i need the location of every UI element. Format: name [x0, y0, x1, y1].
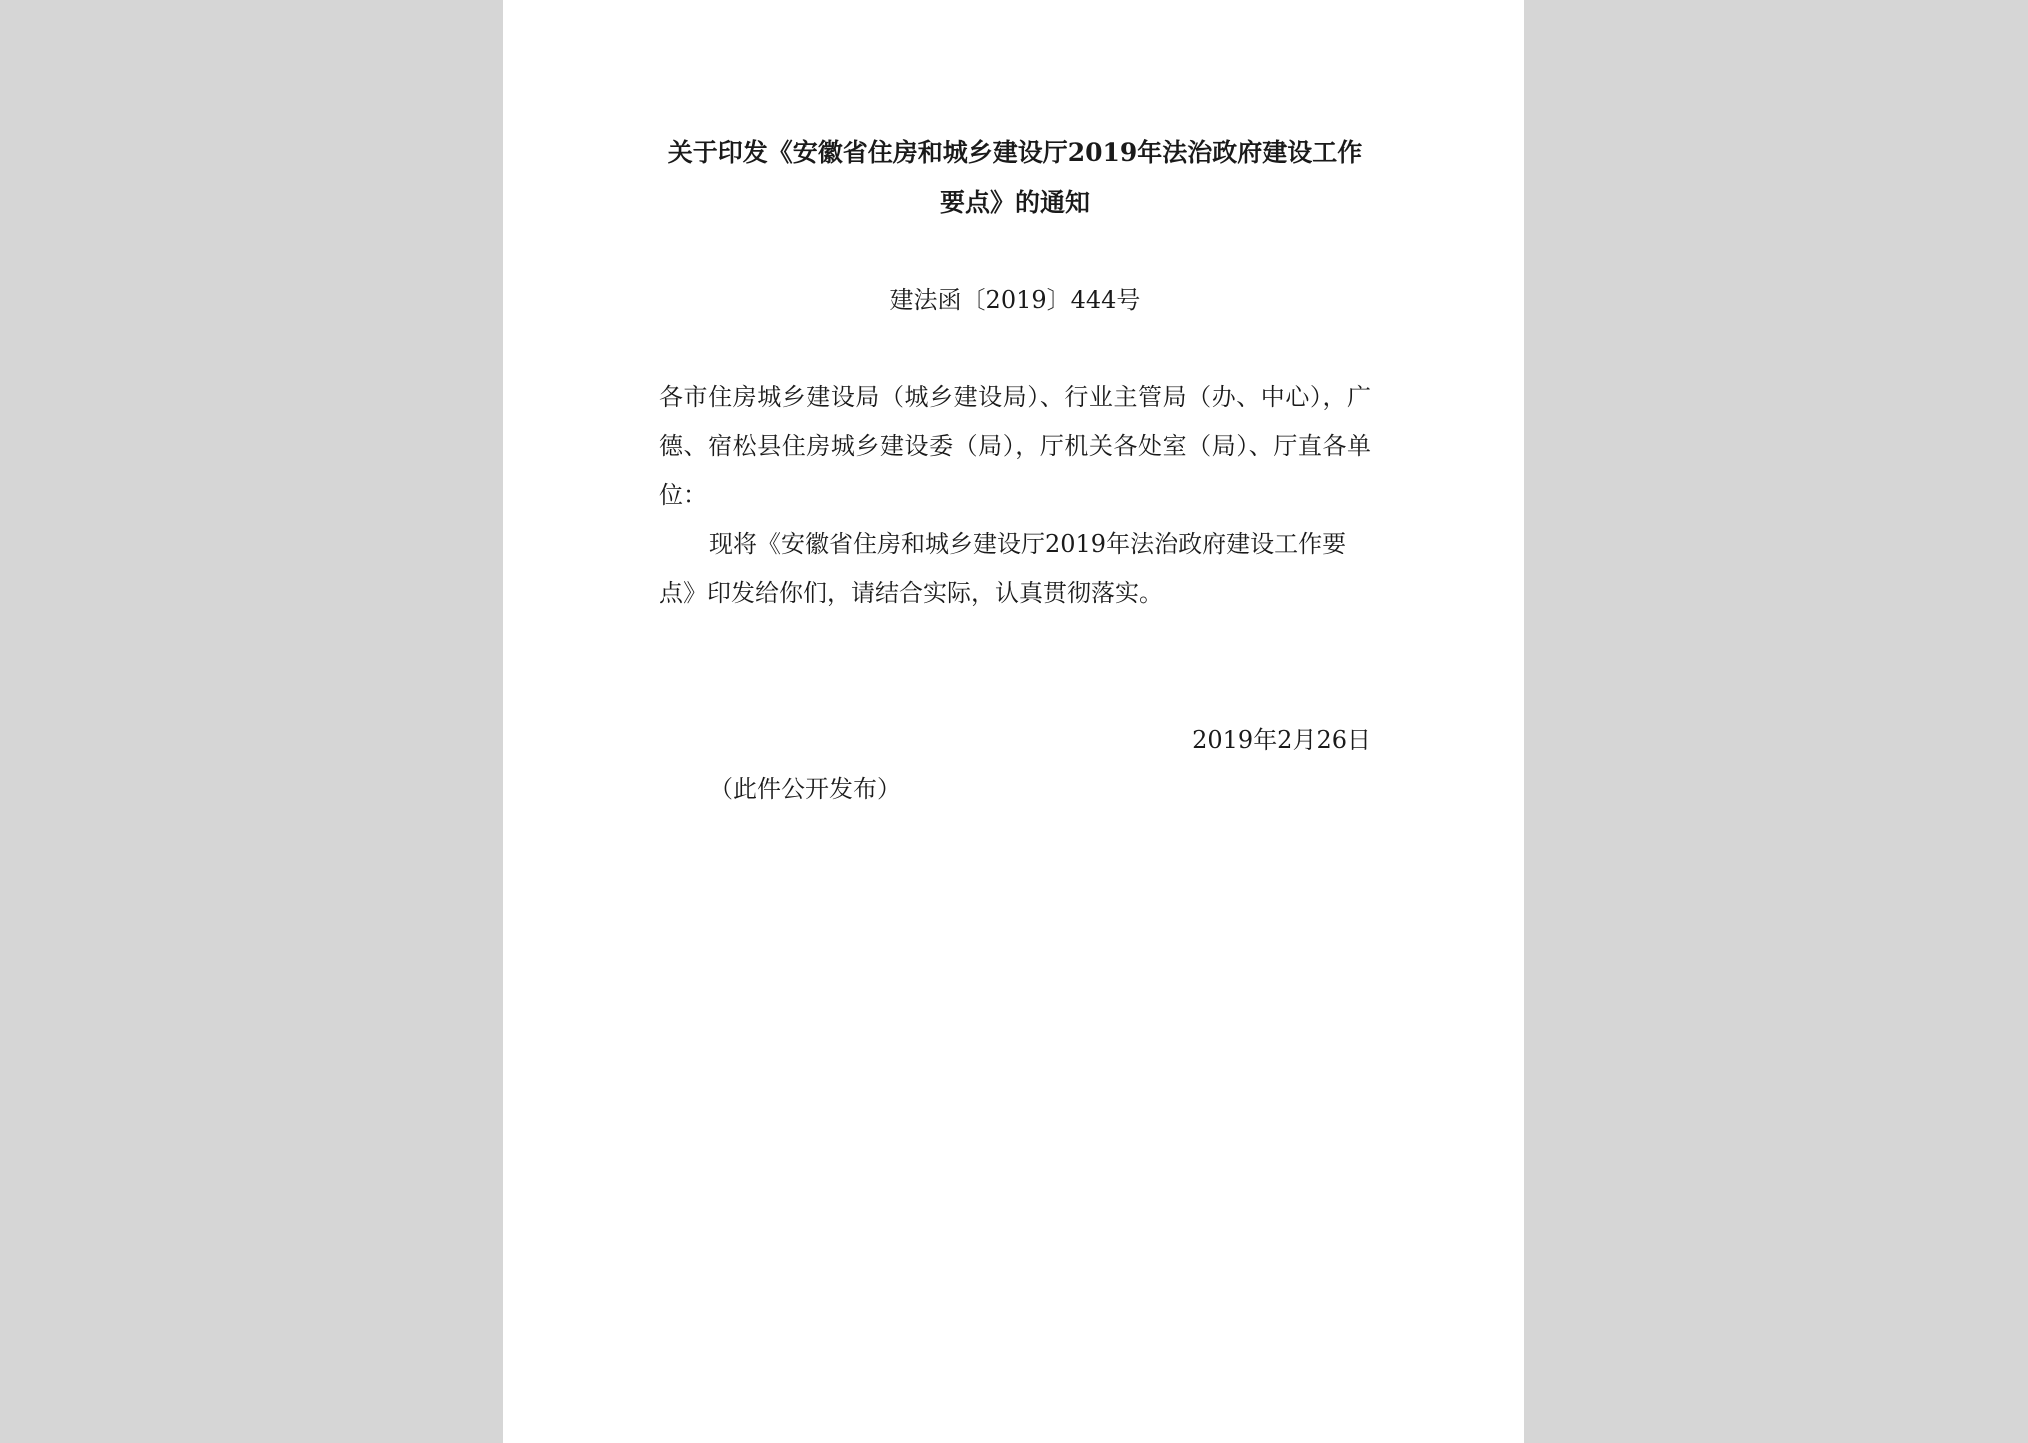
document-number: 建法函〔2019〕444号	[889, 286, 1141, 314]
document-title	[659, 128, 1371, 228]
issue-date: 2019年2月26日	[1192, 726, 1371, 754]
addressee-paragraph: 各市住房城乡建设局（城乡建设局）、行业主管局（办、中心），广德、宿松县住房城乡建设委（局），厅机关各处室（局）、厅直各单位：	[659, 383, 1371, 509]
document-page	[503, 0, 1524, 1443]
release-note: （此件公开发布）	[709, 775, 901, 803]
title-line-2: 要点》的通知	[939, 188, 1090, 217]
title-line-1: 关于印发《安徽省住房和城乡建设厅2019年法治政府建设工作	[667, 138, 1363, 167]
document-content	[659, 128, 1371, 814]
body-paragraph: 现将《安徽省住房和城乡建设厅2019年法治政府建设工作要点》印发给你们，请结合实际，认真贯彻落实。	[659, 530, 1347, 607]
